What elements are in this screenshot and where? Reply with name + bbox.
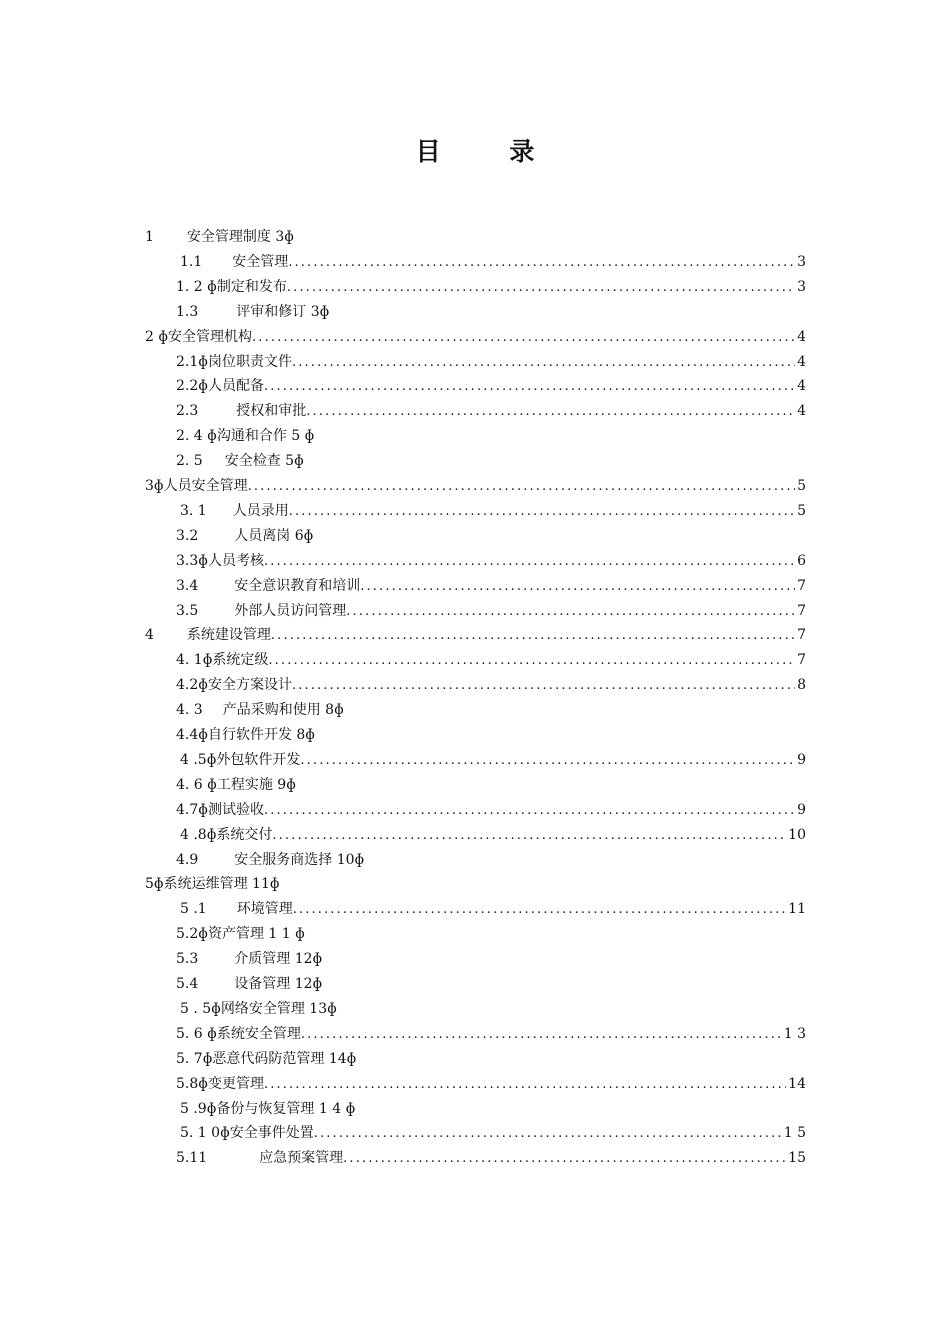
toc-entry-page: 14 [788, 1075, 806, 1092]
toc-entry-title: 制定和发布 [216, 278, 287, 295]
toc-entry[interactable] [176, 600, 806, 622]
toc-entry[interactable] [176, 276, 806, 298]
toc-dot-leader [293, 899, 786, 921]
toc-entry-number: 1 [145, 229, 154, 245]
toc-entry-title: 系统定级 [212, 652, 269, 669]
toc-entry-page: 4 [797, 353, 806, 370]
toc-dot-leader [346, 601, 795, 623]
toc-entry[interactable] [180, 500, 806, 522]
toc-entry[interactable] [176, 425, 314, 447]
toc-dot-leader [272, 825, 786, 847]
toc-entry-title: 授权和审批 [236, 403, 307, 420]
toc-dot-leader [314, 1123, 782, 1145]
toc-entry[interactable] [180, 998, 337, 1020]
toc-entry-title: 岗位职责文件 [207, 353, 292, 370]
toc-entry-page: 7 [797, 627, 806, 644]
toc-entry-number: 5. 1 0ɸ [180, 1125, 230, 1142]
toc-entry-page: 15 [788, 1150, 806, 1167]
toc-dot-leader [252, 327, 795, 349]
toc-entry-number: 5ɸ [145, 876, 164, 893]
toc-entry-title: 测试验收 [207, 801, 264, 818]
toc-dot-leader [268, 650, 795, 672]
toc-entry-page: 4 [797, 328, 806, 345]
toc-entry[interactable] [180, 1098, 355, 1120]
toc-entry[interactable] [180, 749, 806, 771]
toc-entry-page: 7 [797, 577, 806, 594]
toc-entry-page: 9 [797, 751, 806, 768]
toc-entry-title: 系统运维管理 11ɸ [163, 876, 280, 893]
toc-dot-leader [289, 501, 795, 523]
toc-entry-title: 安全方案设计 [207, 677, 292, 694]
toc-entry-page: 10 [788, 826, 806, 843]
toc-entry[interactable] [176, 774, 296, 796]
toc-entry[interactable] [176, 699, 344, 721]
toc-entry-title: 变更管理 [207, 1075, 264, 1092]
toc-entry[interactable] [180, 1122, 806, 1144]
toc-entry[interactable] [176, 799, 806, 821]
toc-entry-number: 2. 5 [176, 453, 203, 470]
toc-entry-title: 安全管理机构 [168, 328, 253, 345]
toc-entry-page: 8 [797, 677, 806, 694]
toc-entry-title: 设备管理 12ɸ [234, 976, 323, 992]
toc-dot-leader [301, 1024, 782, 1046]
toc-entry-title: 系统安全管理 [216, 1025, 301, 1042]
toc-entry-number: 5. 7ɸ [176, 1050, 213, 1067]
toc-entry-title: 应急预案管理 [259, 1150, 344, 1167]
toc-entry-number: 4 .8ɸ [180, 826, 217, 843]
toc-entry-number: 5.2ɸ [176, 926, 208, 943]
toc-entry[interactable] [176, 1073, 806, 1095]
toc-entry-page: 1 5 [783, 1125, 806, 1142]
page-title: 目 录 [415, 137, 565, 166]
toc-entry-title: 安全意识教育和培训 [234, 577, 361, 594]
toc-entry[interactable] [176, 400, 806, 422]
toc-entry[interactable] [180, 898, 806, 920]
toc-entry-number: 3.4 [176, 577, 199, 594]
toc-entry-title: 自行软件开发 8ɸ [207, 727, 315, 743]
toc-entry-number: 3ɸ [145, 478, 164, 494]
toc-entry-title: 外包软件开发 [216, 751, 301, 768]
toc-entry-number: 2.1ɸ [176, 353, 208, 370]
toc-entry-title: 外部人员访问管理 [234, 602, 347, 619]
toc-entry[interactable] [145, 326, 806, 348]
toc-entry-number: 2.2ɸ [176, 378, 208, 395]
toc-entry-number: 2. 4 ɸ [176, 428, 217, 445]
toc-entry[interactable] [176, 849, 364, 871]
toc-dot-leader [264, 376, 795, 398]
toc-entry[interactable] [176, 948, 322, 970]
toc-entry-number: 5 .1 [180, 901, 207, 918]
toc-entry-title: 工程实施 9ɸ [216, 776, 296, 793]
toc-entry[interactable] [176, 649, 806, 671]
toc-entry-title: 环境管理 [236, 901, 293, 918]
toc-entry-number: 5 . 5ɸ [180, 1000, 221, 1017]
toc-entry-page: 6 [797, 552, 806, 569]
toc-entry[interactable] [176, 923, 305, 945]
toc-entry[interactable] [176, 1023, 806, 1045]
toc-dot-leader [300, 750, 795, 772]
toc-entry-title: 人员安全管理 [163, 478, 248, 494]
toc-entry-number: 3.3ɸ [176, 552, 208, 569]
toc-entry-number: 1.1 [180, 253, 203, 270]
toc-entry[interactable] [176, 550, 806, 572]
toc-entry[interactable] [176, 1048, 356, 1070]
toc-entry-number: 4.9 [176, 851, 199, 868]
toc-entry-page: 4 [797, 403, 806, 420]
toc-entry[interactable] [145, 873, 280, 895]
toc-entry-title: 评审和修订 3ɸ [236, 303, 330, 320]
toc-entry-page: 1 3 [783, 1025, 806, 1042]
toc-dot-leader [343, 1148, 786, 1170]
toc-entry[interactable] [176, 724, 315, 746]
toc-dot-leader [288, 252, 795, 274]
toc-entry-page: 5 [797, 478, 806, 494]
toc-entry[interactable] [176, 450, 304, 472]
toc-entry[interactable] [145, 624, 806, 646]
toc-entry[interactable] [176, 575, 806, 597]
toc-entry-number: 2 ɸ [145, 328, 169, 345]
toc-entry-number: 4.4ɸ [176, 727, 208, 743]
toc-entry-number: 5 .9ɸ [180, 1100, 217, 1117]
toc-entry[interactable] [180, 251, 806, 273]
toc-entry-page: 4 [797, 378, 806, 395]
toc-dot-leader [264, 1074, 786, 1096]
toc-entry-number: 1. 2 ɸ [176, 278, 217, 295]
toc-entry[interactable] [180, 824, 806, 846]
toc-dot-leader [264, 551, 795, 573]
toc-entry[interactable] [145, 226, 294, 248]
toc-entry-title: 安全管理 [232, 253, 289, 270]
toc-dot-leader [264, 800, 795, 822]
toc-entry-number: 4.7ɸ [176, 801, 208, 818]
toc-entry-title: 恶意代码防范管理 14ɸ [212, 1050, 357, 1067]
toc-entry[interactable] [176, 351, 806, 373]
toc-entry-title: 产品采购和使用 8ɸ [222, 702, 344, 719]
toc-entry[interactable] [176, 301, 329, 323]
toc-entry-page: 7 [797, 602, 806, 619]
toc-dot-leader [248, 476, 795, 498]
toc-entry-page: 7 [797, 652, 806, 669]
toc-entry-page: 5 [797, 502, 806, 519]
toc-entry-number: 5. 6 ɸ [176, 1025, 217, 1042]
toc-entry[interactable] [176, 1147, 806, 1169]
toc-dot-leader [292, 675, 795, 697]
toc-entry-number: 2.3 [176, 403, 199, 420]
toc-entry-title: 网络安全管理 13ɸ [220, 1000, 337, 1017]
toc-entry-title: 资产管理 1 1 ɸ [207, 926, 305, 943]
toc-entry-title: 安全管理制度 3ɸ [186, 229, 294, 245]
toc-entry-number: 5.8ɸ [176, 1075, 208, 1092]
toc-entry-number: 4 .5ɸ [180, 751, 217, 768]
toc-entry-page: 3 [797, 253, 806, 270]
toc-entry-number: 5.3 [176, 951, 199, 968]
toc-entry-number: 3.5 [176, 602, 199, 619]
toc-entry-number: 5.4 [176, 976, 199, 992]
toc-entry-number: 3.2 [176, 527, 199, 544]
toc-entry-title: 介质管理 12ɸ [234, 951, 323, 968]
toc-entry-page: 11 [788, 901, 806, 918]
toc-entry-number: 4. 1ɸ [176, 652, 213, 669]
toc-entry-number: 1.3 [176, 303, 199, 320]
toc-entry-title: 沟通和合作 5 ɸ [216, 428, 315, 445]
toc-entry-title: 安全检查 5ɸ [224, 453, 304, 470]
toc-entry[interactable] [176, 525, 313, 547]
toc-entry-number: 4 [145, 627, 154, 644]
toc-entry-title: 人员配备 [207, 378, 264, 395]
toc-dot-leader [306, 401, 795, 423]
toc-dot-leader [360, 576, 795, 598]
toc-entry-number: 4. 3 [176, 702, 203, 719]
toc-entry-page: 3 [797, 278, 806, 295]
toc-entry-title: 人员录用 [232, 502, 289, 519]
toc-entry-title: 人员考核 [207, 552, 264, 569]
toc-entry-title: 系统建设管理 [186, 627, 271, 644]
toc-dot-leader [271, 625, 795, 647]
toc-entry-title: 安全事件处置 [229, 1125, 314, 1142]
toc-dot-leader [287, 277, 795, 299]
toc-entry-number: 3. 1 [180, 502, 207, 519]
toc-entry[interactable] [145, 475, 806, 497]
toc-entry-number: 5.11 [176, 1150, 208, 1167]
toc-entry-number: 4.2ɸ [176, 677, 208, 694]
toc-entry-number: 4. 6 ɸ [176, 776, 217, 793]
toc-dot-leader [292, 352, 795, 374]
toc-entry[interactable] [176, 375, 806, 397]
toc-entry-page: 9 [797, 801, 806, 818]
toc-entry-title: 安全服务商选择 10ɸ [234, 851, 365, 868]
toc-entry[interactable] [176, 973, 322, 995]
toc-entry-title: 系统交付 [216, 826, 273, 843]
toc-entry[interactable] [176, 674, 806, 696]
toc-entry-title: 备份与恢复管理 1 4 ɸ [216, 1100, 356, 1117]
toc-entry-title: 人员离岗 6ɸ [234, 527, 314, 544]
